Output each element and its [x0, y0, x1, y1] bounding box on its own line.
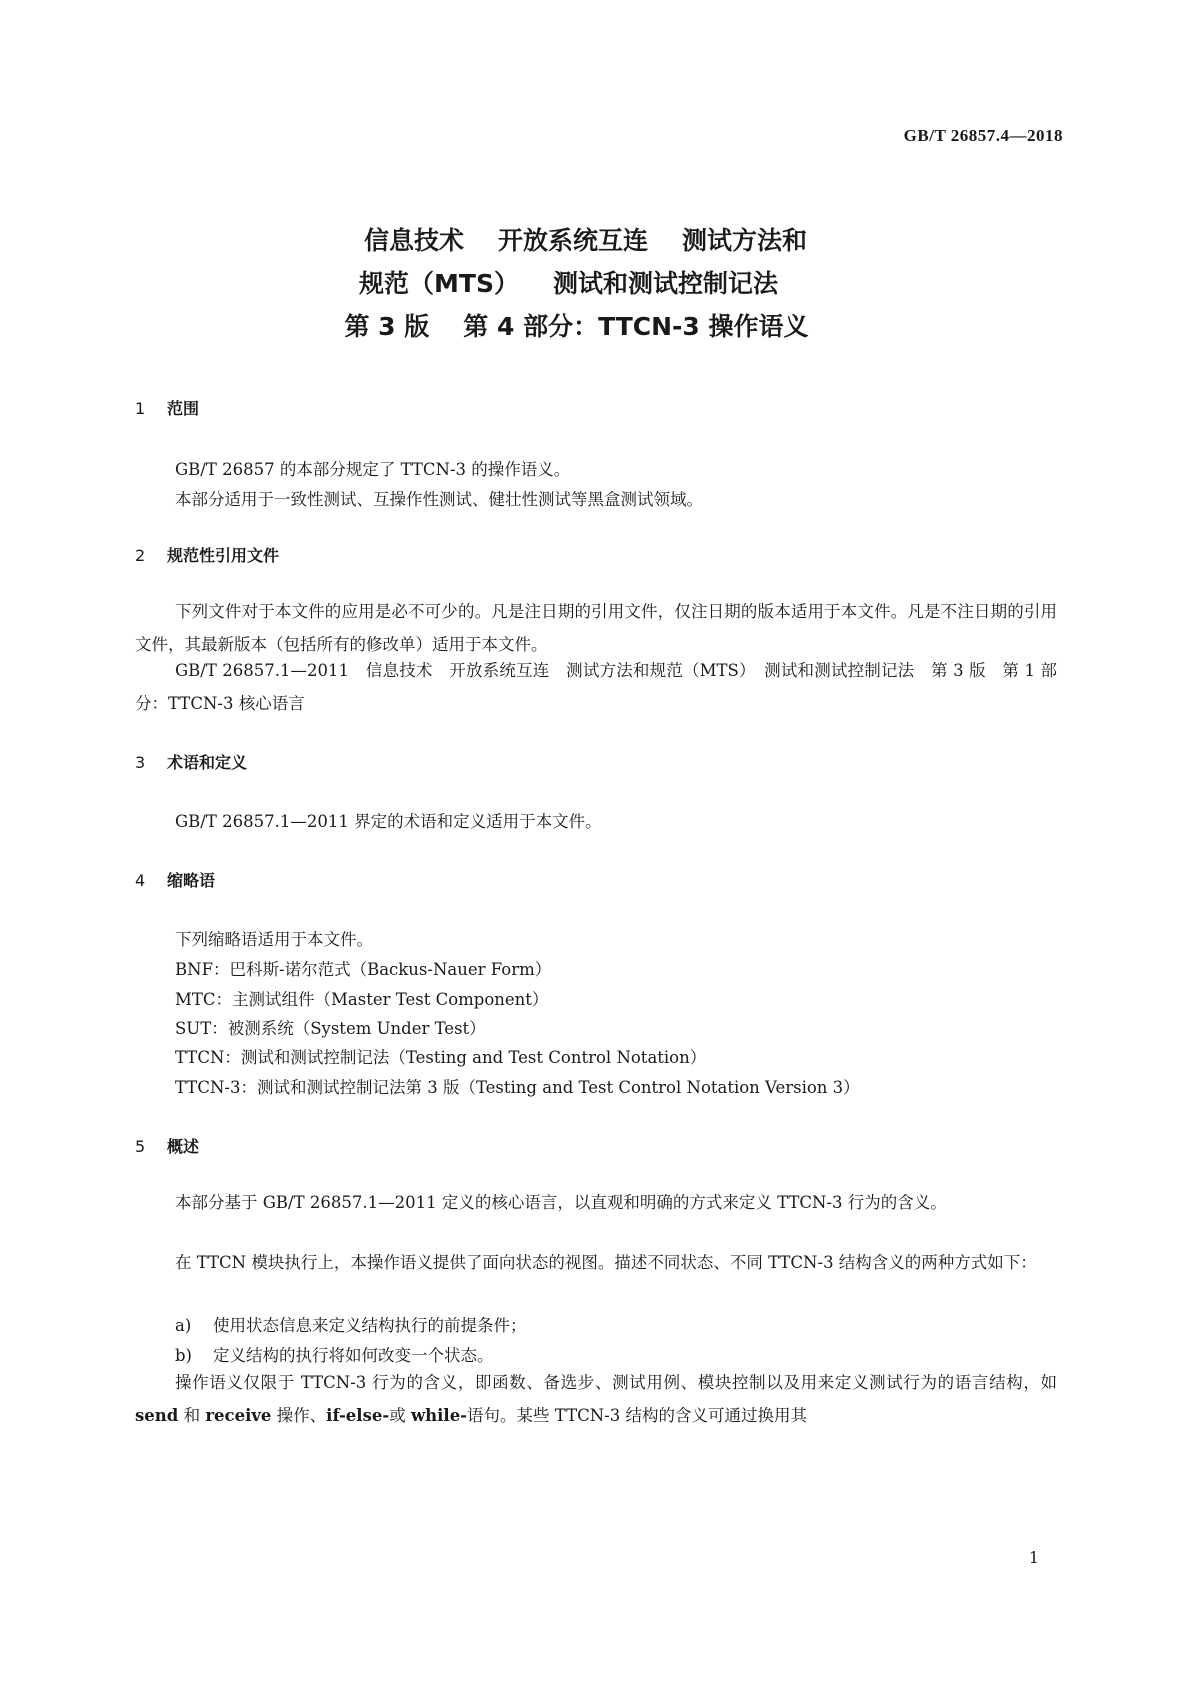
- title-part: 开放系统互连: [497, 226, 648, 255]
- section-heading-terms: [135, 750, 247, 773]
- paragraph: 本部分适用于一致性测试、互操作性测试、健壮性测试等黑盒测试领域。: [175, 490, 703, 509]
- section-heading-scope: [135, 396, 199, 419]
- section-number: 3: [135, 753, 146, 772]
- keyword-receive: receive: [205, 1406, 272, 1425]
- title-part: 规范（MTS）: [359, 269, 519, 298]
- abbreviation-entry: BNF：巴科斯-诺尔范式（Backus-Nauer Form）: [175, 960, 552, 979]
- paragraph: 在 TTCN 模块执行上，本操作语义提供了面向状态的视图。描述不同状态、不同 TTCN-3 结构含义的两种方式如下：: [175, 1253, 1037, 1272]
- keyword-while: while-: [410, 1406, 468, 1425]
- section-number: 5: [135, 1137, 146, 1156]
- keyword-send: send: [135, 1406, 179, 1425]
- title-part: 信息技术: [363, 226, 464, 255]
- text-run: 操作、: [271, 1406, 327, 1425]
- list-item-text: 使用状态信息来定义结构执行的前提条件；: [213, 1316, 527, 1335]
- title-line-3: [0, 314, 1191, 357]
- text-run: 或: [389, 1406, 411, 1425]
- list-item-text: 定义结构的执行将如何改变一个状态。: [213, 1346, 494, 1365]
- paragraph: GB/T 26857.1—2011 界定的术语和定义适用于本文件。: [175, 812, 602, 831]
- title-part: 第 3 版: [344, 312, 430, 341]
- paragraph: [135, 1366, 1057, 1432]
- page-number: 1: [1028, 1548, 1039, 1567]
- title-line-1: [0, 228, 1191, 271]
- abbreviation-entry: MTC：主测试组件（Master Test Component）: [175, 990, 549, 1009]
- section-heading-normative-references: [135, 543, 279, 566]
- abbreviation-entry: TTCN：测试和测试控制记法（Testing and Test Control Notation）: [175, 1048, 707, 1067]
- document-title: [0, 228, 1191, 357]
- title-line-2: [0, 271, 1191, 314]
- section-number: 4: [135, 871, 146, 890]
- section-heading-abbreviations: [135, 868, 215, 891]
- title-part: 测试方法和: [682, 226, 808, 255]
- list-item: [175, 1312, 527, 1336]
- section-number: 2: [135, 546, 146, 565]
- paragraph: GB/T 26857 的本部分规定了 TTCN-3 的操作语义。: [175, 460, 571, 479]
- section-title: 范围: [167, 399, 200, 418]
- paragraph: 下列缩略语适用于本文件。: [175, 930, 373, 949]
- section-title: 术语和定义: [167, 753, 248, 772]
- text-run: 和: [178, 1406, 206, 1425]
- list-marker: b): [175, 1346, 192, 1365]
- abbreviation-entry: SUT：被测系统（System Under Test）: [175, 1019, 486, 1038]
- list-marker: a): [175, 1316, 192, 1335]
- text-run: 操作语义仅限于 TTCN-3 行为的含义，即函数、备选步、测试用例、模块控制以及用来定义测试行为的语言结构，如: [175, 1373, 1057, 1392]
- paragraph: 下列文件对于本文件的应用是必不可少的。凡是注日期的引用文件，仅注日期的版本适用于本文件。凡是不注日期的引用文件，其最新版本（包括所有的修改单）适用于本文件。: [135, 602, 1057, 654]
- list-item: [175, 1342, 494, 1366]
- reference-entry: GB/T 26857.1—2011 信息技术 开放系统互连 测试方法和规范（MTS） 测试和测试控制记法 第 3 版 第 1 部分：TTCN-3 核心语言: [135, 661, 1057, 713]
- section-title: 缩略语: [167, 871, 216, 890]
- section-title: 规范性引用文件: [167, 546, 280, 565]
- abbreviation-entry: TTCN-3：测试和测试控制记法第 3 版（Testing and Test Control Notation Version 3）: [175, 1078, 860, 1097]
- text-run: 语句。某些 TTCN-3 结构的含义可通过换用其: [467, 1406, 807, 1425]
- title-part: 第 4 部分：TTCN-3 操作语义: [463, 312, 809, 341]
- standard-number: GB/T 26857.4—2018: [903, 126, 1063, 145]
- paragraph: 本部分基于 GB/T 26857.1—2011 定义的核心语言，以直观和明确的方式来定义 TTCN-3 行为的含义。: [175, 1193, 947, 1212]
- section-heading-overview: [135, 1134, 199, 1157]
- section-title: 概述: [167, 1137, 200, 1156]
- section-number: 1: [135, 399, 146, 418]
- title-part: 测试和测试控制记法: [552, 269, 778, 298]
- keyword-if-else: if-else-: [326, 1406, 390, 1425]
